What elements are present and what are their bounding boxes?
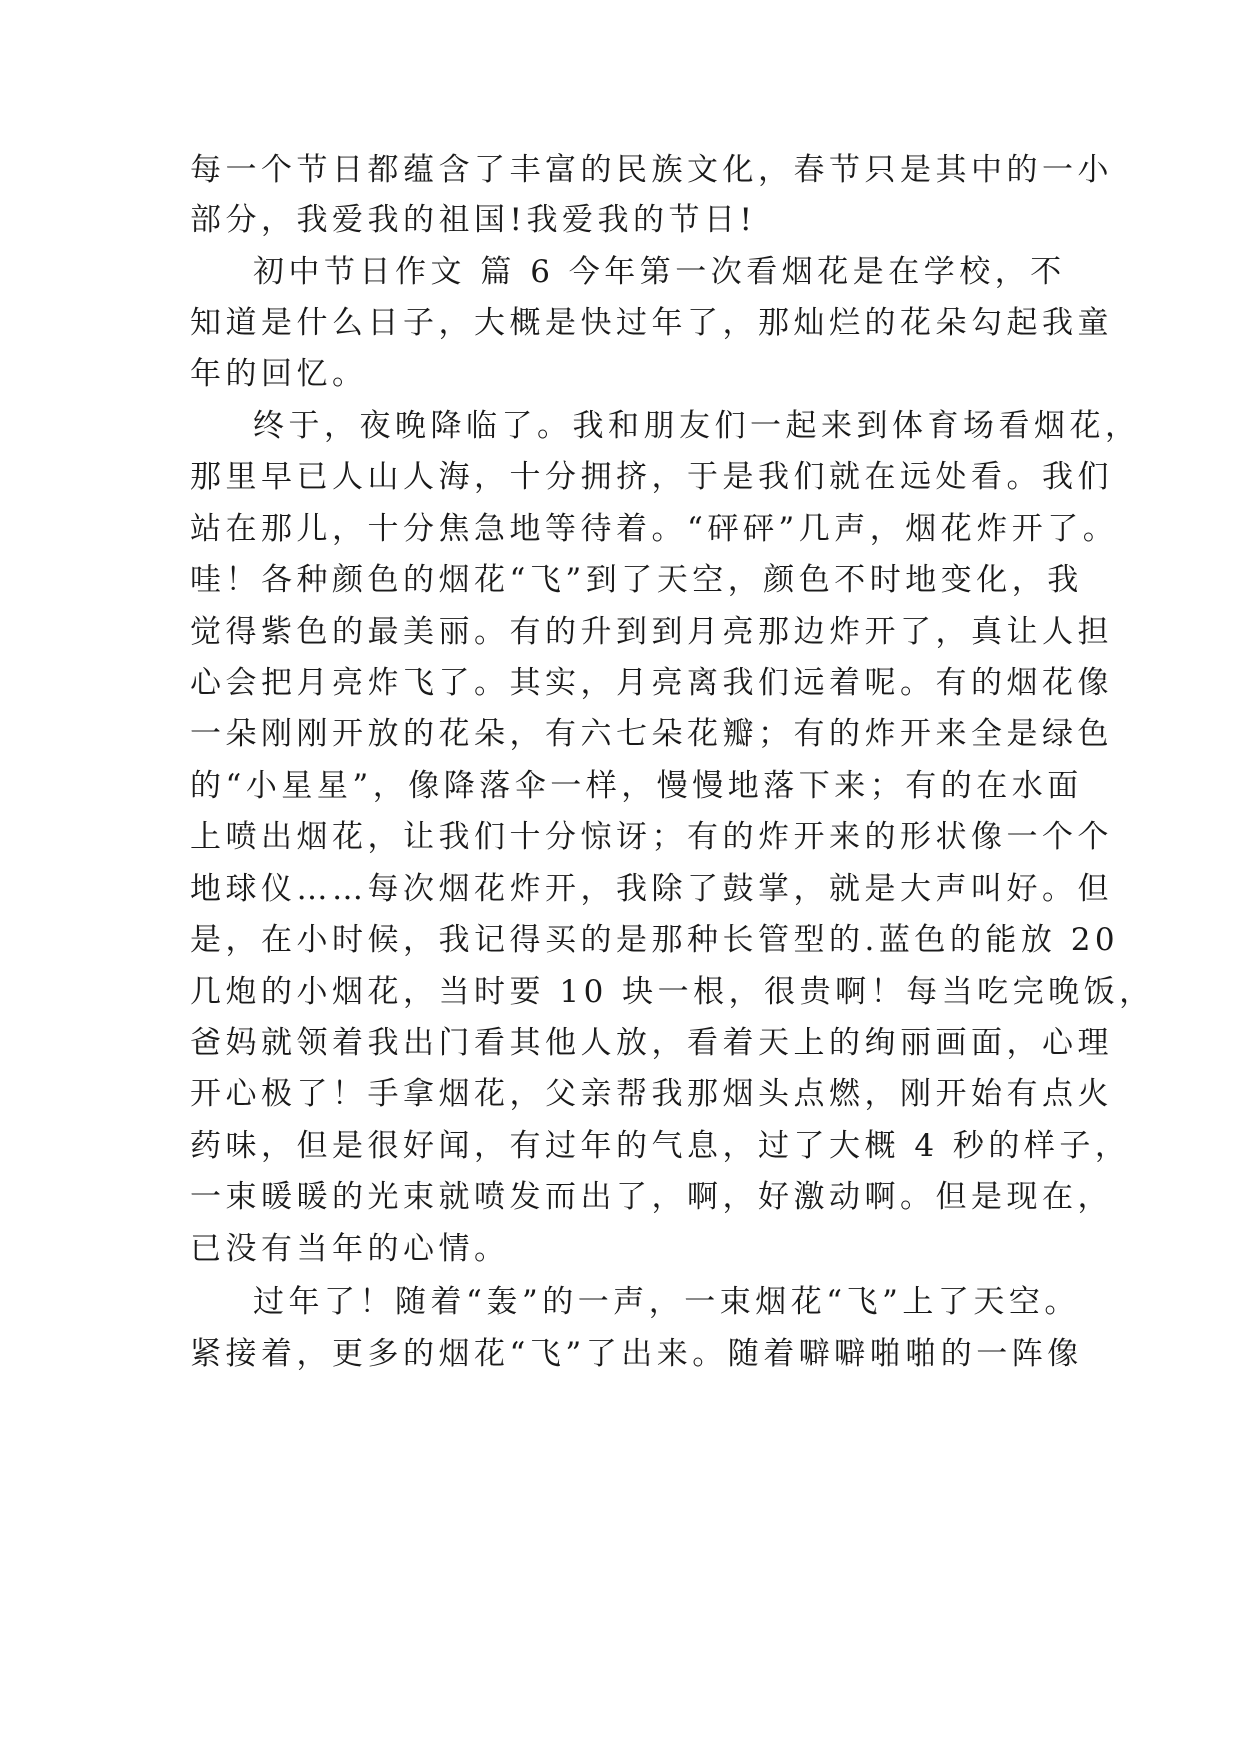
- text-line: 部分，我爱我的祖国!我爱我的节日!: [190, 202, 757, 238]
- text-line: 药味，但是很好闻，有过年的气息，过了大概 4 秒的样子，: [190, 1128, 1131, 1164]
- text-line: 觉得紫色的最美丽。有的升到到月亮那边炸开了，真让人担: [190, 614, 1113, 650]
- text-line: 爸妈就领着我出门看其他人放，看着天上的绚丽画面，心理: [190, 1025, 1113, 1061]
- text-line: 已没有当年的心情。: [190, 1231, 510, 1267]
- text-line: 每一个节日都蕴含了丰富的民族文化，春节只是其中的一小: [190, 152, 1113, 188]
- paragraph-start-line: 终于，夜晚降临了。我和朋友们一起来到体育场看烟花，: [253, 408, 1141, 444]
- text-line: 几炮的小烟花，当时要 10 块一根，很贵啊！每当吃完晚饭，: [190, 974, 1155, 1010]
- text-line: 紧接着，更多的烟花“飞”了出来。随着噼噼啪啪的一阵像: [190, 1336, 1083, 1372]
- section-heading-line: 初中节日作文 篇 6 今年第一次看烟花是在学校，不: [253, 254, 1066, 290]
- text-line: 上喷出烟花，让我们十分惊讶；有的炸开来的形状像一个个: [190, 819, 1113, 855]
- text-line: 开心极了！手拿烟花，父亲帮我那烟头点燃，刚开始有点火: [190, 1076, 1113, 1112]
- paragraph-start-line: 过年了！随着“轰”的一声，一束烟花“飞”上了天空。: [253, 1284, 1080, 1320]
- text-line: 那里早已人山人海，十分拥挤，于是我们就在远处看。我们: [190, 459, 1113, 495]
- text-line: 是，在小时候，我记得买的是那种长管型的.蓝色的能放 20: [190, 922, 1120, 958]
- text-line: 一束暖暖的光束就喷发而出了，啊，好激动啊。但是现在，: [190, 1179, 1113, 1215]
- text-line: 一朵刚刚开放的花朵，有六七朵花瓣；有的炸开来全是绿色: [190, 716, 1113, 752]
- text-line: 年的回忆。: [190, 356, 368, 392]
- text-line: 地球仪……每次烟花炸开，我除了鼓掌，就是大声叫好。但: [190, 871, 1113, 907]
- text-line: 站在那儿，十分焦急地等待着。“砰砰”几声，烟花炸开了。: [190, 511, 1119, 547]
- text-line: 知道是什么日子，大概是快过年了，那灿烂的花朵勾起我童: [190, 305, 1113, 341]
- text-line: 心会把月亮炸飞了。其实，月亮离我们远着呢。有的烟花像: [190, 665, 1113, 701]
- text-line: 哇！各种颜色的烟花“飞”到了天空，颜色不时地变化，我: [190, 562, 1083, 598]
- text-line: 的“小星星”，像降落伞一样，慢慢地落下来；有的在水面: [190, 768, 1083, 804]
